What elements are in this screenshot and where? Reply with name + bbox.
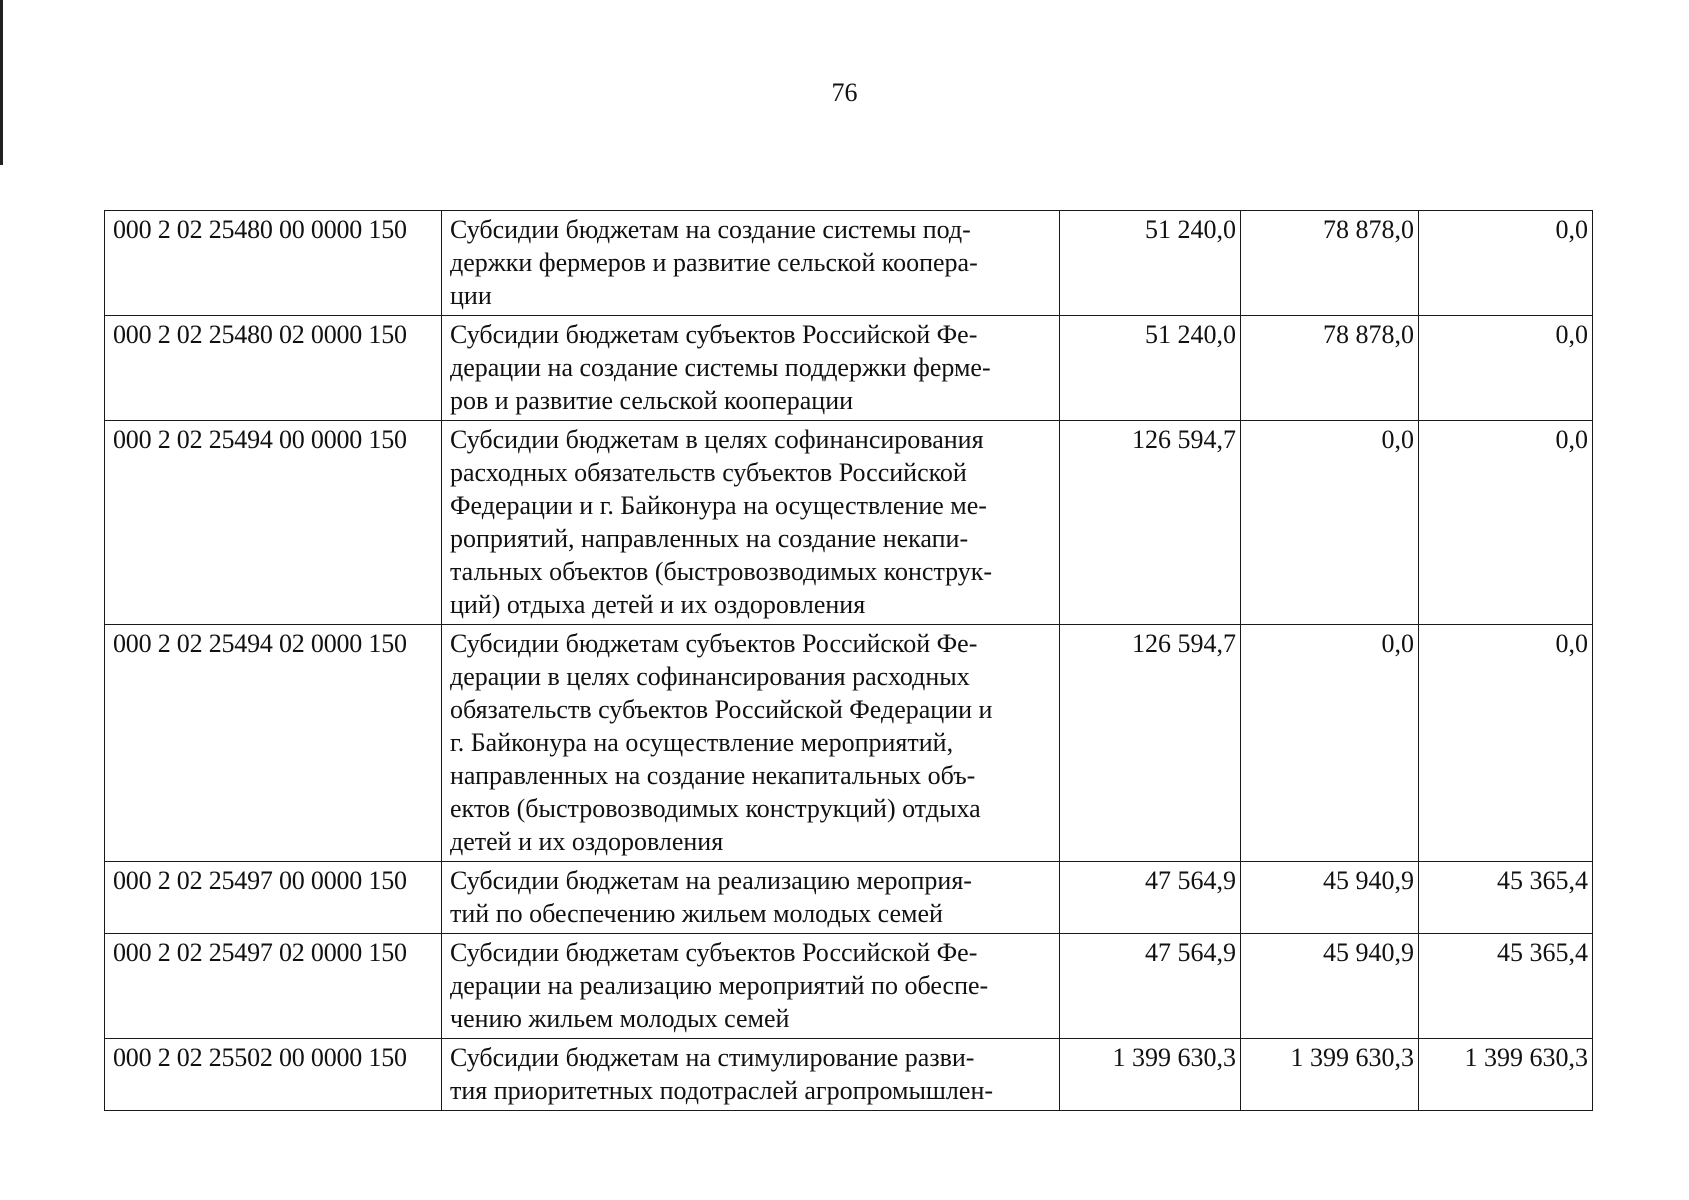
amount-cell-year-1: 47 564,9 xyxy=(1060,934,1241,1039)
amount-cell-year-1: 47 564,9 xyxy=(1060,862,1241,934)
amount-cell-year-3: 45 365,4 xyxy=(1419,862,1593,934)
amount-cell-year-3: 0,0 xyxy=(1419,316,1593,421)
table-row xyxy=(105,316,1593,421)
description-line: ции xyxy=(450,281,492,310)
description-line: дерации на реализацию мероприятий по обеспе- xyxy=(450,971,989,1000)
table-row xyxy=(105,1039,1593,1111)
amount-cell-year-2: 0,0 xyxy=(1241,625,1419,862)
description-line: ций) отдыха детей и их оздоровления xyxy=(450,590,866,619)
description-line: Субсидии бюджетам в целях софинансирования xyxy=(450,425,984,454)
description-line: Субсидии бюджетам на реализацию мероприя- xyxy=(450,866,972,895)
description-line: детей и их оздоровления xyxy=(450,827,724,856)
amount-cell-year-3: 1 399 630,3 xyxy=(1419,1039,1593,1111)
amount-cell-year-1: 126 594,7 xyxy=(1060,625,1241,862)
description-cell xyxy=(442,625,1060,862)
description-line: Субсидии бюджетам на создание системы под- xyxy=(450,215,971,244)
description-line: направленных на создание некапитальных объ- xyxy=(450,761,976,790)
table-row xyxy=(105,862,1593,934)
description-line: тальных объектов (быстровозводимых конструк- xyxy=(450,557,993,586)
amount-cell-year-1: 1 399 630,3 xyxy=(1060,1039,1241,1111)
description-line: Субсидии бюджетам на стимулирование разви- xyxy=(450,1043,975,1072)
budget-code-cell: 000 2 02 25494 00 0000 150 xyxy=(105,421,442,625)
description-line: ров и развитие сельской кооперации xyxy=(450,386,854,415)
budget-code-cell: 000 2 02 25497 00 0000 150 xyxy=(105,862,442,934)
description-cell xyxy=(442,316,1060,421)
description-cell xyxy=(442,1039,1060,1111)
amount-cell-year-2: 45 940,9 xyxy=(1241,862,1419,934)
budget-code-cell: 000 2 02 25502 00 0000 150 xyxy=(105,1039,442,1111)
budget-table xyxy=(104,210,1593,1111)
description-line: тий по обеспечению жильем молодых семей xyxy=(450,899,943,928)
amount-cell-year-1: 126 594,7 xyxy=(1060,421,1241,625)
description-line: чению жильем молодых семей xyxy=(450,1004,790,1033)
amount-cell-year-2: 1 399 630,3 xyxy=(1241,1039,1419,1111)
description-line: тия приоритетных подотраслей агропромышлен- xyxy=(450,1076,994,1105)
amount-cell-year-3: 0,0 xyxy=(1419,625,1593,862)
amount-cell-year-3: 45 365,4 xyxy=(1419,934,1593,1039)
amount-cell-year-2: 78 878,0 xyxy=(1241,316,1419,421)
amount-cell-year-1: 51 240,0 xyxy=(1060,211,1241,316)
description-line: Федерации и г. Байконура на осуществление ме- xyxy=(450,491,987,520)
description-line: дерации на создание системы поддержки ферме- xyxy=(450,353,991,382)
budget-code-cell: 000 2 02 25497 02 0000 150 xyxy=(105,934,442,1039)
page-number: 76 xyxy=(831,78,858,107)
description-line: Субсидии бюджетам субъектов Российской Фе- xyxy=(450,629,978,658)
amount-cell-year-2: 78 878,0 xyxy=(1241,211,1419,316)
description-line: Субсидии бюджетам субъектов Российской Фе- xyxy=(450,938,978,967)
description-line: расходных обязательств субъектов Российской xyxy=(450,458,967,487)
description-line: ектов (быстровозводимых конструкций) отдыха xyxy=(450,794,981,823)
description-cell xyxy=(442,211,1060,316)
description-line: держки фермеров и развитие сельской коопера- xyxy=(450,248,978,277)
description-cell xyxy=(442,934,1060,1039)
table-row xyxy=(105,421,1593,625)
description-cell xyxy=(442,862,1060,934)
table-row xyxy=(105,934,1593,1039)
description-line: Субсидии бюджетам субъектов Российской Фе- xyxy=(450,320,978,349)
description-line: обязательств субъектов Российской Федерации и xyxy=(450,695,993,724)
budget-code-cell: 000 2 02 25480 00 0000 150 xyxy=(105,211,442,316)
description-line: дерации в целях софинансирования расходных xyxy=(450,662,970,691)
table-body xyxy=(105,211,1593,1111)
table-row xyxy=(105,625,1593,862)
amount-cell-year-2: 0,0 xyxy=(1241,421,1419,625)
amount-cell-year-3: 0,0 xyxy=(1419,421,1593,625)
amount-cell-year-1: 51 240,0 xyxy=(1060,316,1241,421)
description-cell xyxy=(442,421,1060,625)
table-row xyxy=(105,211,1593,316)
description-line: г. Байконура на осуществление мероприятий, xyxy=(450,728,954,757)
amount-cell-year-3: 0,0 xyxy=(1419,211,1593,316)
budget-code-cell: 000 2 02 25480 02 0000 150 xyxy=(105,316,442,421)
amount-cell-year-2: 45 940,9 xyxy=(1241,934,1419,1039)
budget-code-cell: 000 2 02 25494 02 0000 150 xyxy=(105,625,442,862)
description-line: роприятий, направленных на создание некапи- xyxy=(450,524,969,553)
